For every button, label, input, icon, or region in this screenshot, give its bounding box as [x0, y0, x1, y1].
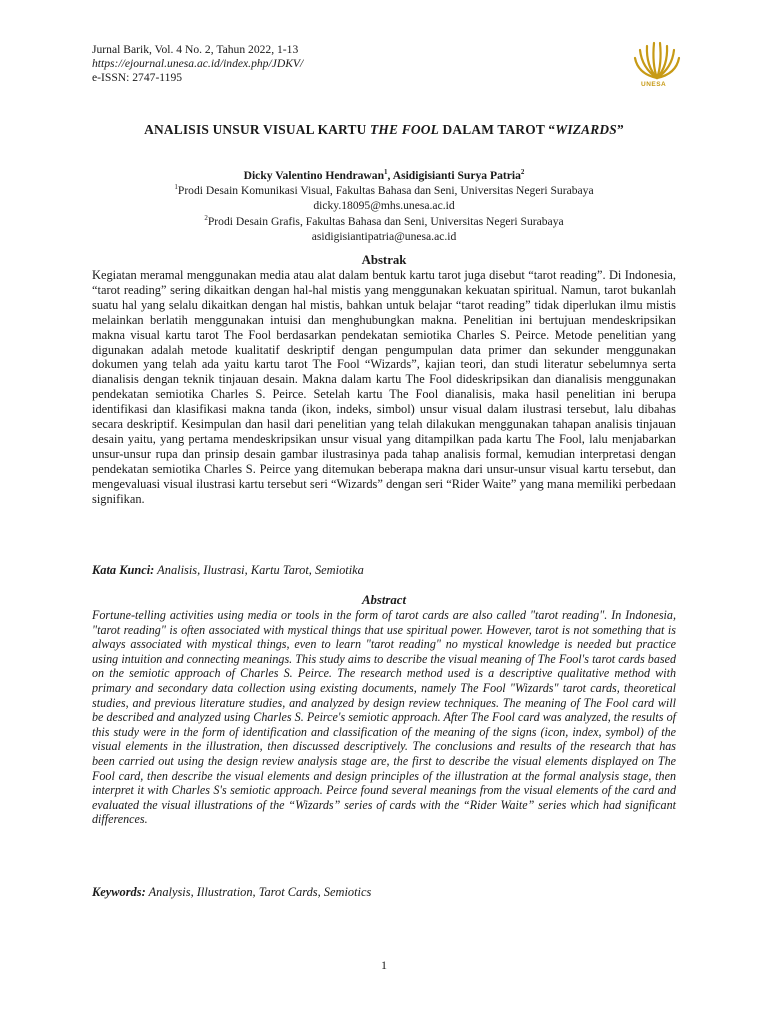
author-block: [0, 168, 768, 244]
journal-issn: e-ISSN: 2747-1195: [92, 71, 183, 84]
affiliation-1: $^1$Prodi Desain Komunikasi Visual, Fakultas Bahasa dan Seni, Universitas Negeri Surabaya: [174, 183, 594, 198]
journal-header: [92, 43, 303, 85]
abstrak-heading: Abstrak: [361, 253, 407, 267]
logo-wordmark: UNESA: [641, 81, 667, 88]
abstract-heading: Abstract: [361, 593, 407, 607]
keywords: Keywords: Analysis, Illustration, Tarot Cards, Semiotics: [92, 885, 372, 899]
page-number: 1: [381, 958, 387, 972]
paper-title: ANALISIS UNSUR VISUAL KARTU THE FOOL DALAM TAROT “WIZARDS”: [144, 122, 624, 137]
affiliation-2: $^2$Prodi Desain Grafis, Fakultas Bahasa dan Seni, Universitas Negeri Surabaya: [204, 213, 564, 228]
abstrak-text: Kegiatan meramal menggunakan media atau alat dalam bentuk kartu tarot juga disebut “tarot reading”. Di Indonesia, “tarot reading” sering dikaitkan dengan hal-hal mistis yang menggunakan kekuatan spiritual. Namun, tarot bukanlah suatu hal yang selalu dikaitkan dengan hal mistis, bahkan untuk belajar “tarot reading” tidak diperlukan ilmu mistis melainkan berlatih menggunakan intuisi dan menghubungkan makna. Penelitian ini bertujuan mendeskripsikan makna visual kartu tarot The Fool berdasarkan pendekatan semiotika Charles S. Peirce. Metode penelitian yang digunakan adalah metode kualitatif deskriptif dengan pengumpulan data primer dan sekunder menggunakan dokumen yang telah ada yaitu kartu tarot The Fool “Wizards”, kajian teori, dan studi literatur sebelumnya serta dianalisis dengan teknik tinjauan desain. Makna dalam kartu The Fool dideskripsikan dan dianalisis menggunakan pendekatan semiotika Charles S. Peirce. Setelah kartu The Fool dianalisis, maka hasil penelitian ini berupa identifikasi dan klasifikasi makna tanda (ikon, indeks, simbol) unsur visual dalam ilustrasi tersebut, lalu dibahas secara deskriptif. Kesimpulan dan hasil dari penelitian yang telah dilakukan menggunakan tahapan analisis tinjauan desain yaitu, yang pertama mendeskripsikan unsur visual yang ditampilkan pada kartu The Fool, lalu menjabarkan unsur-unsur rupa dan prinsip desain gambar ilustrasinya pada tahap analisis formal, kemudian interpretasi dengan pendekatan semiotika Charles S. Peirce yang ditemukan beberapa makna dari unsur-unsur visual kartu tersebut, dan mengevaluasi visual ilustrasi kartu tersebut seri “Wizards” dengan seri “Rider Waite” yang mana memiliki perbedaan signifikan.: [92, 268, 676, 506]
journal-url[interactable]: https://ejournal.unesa.ac.id/index.php/JDKV/: [92, 57, 304, 70]
journal-citation: Jurnal Barik, Vol. 4 No. 2, Tahun 2022, 1-13: [92, 43, 299, 56]
email-2[interactable]: asidigisiantipatria@unesa.ac.id: [311, 229, 457, 243]
email-1[interactable]: dicky.18095@mhs.unesa.ac.id: [313, 199, 455, 213]
abstract-text: Fortune-telling activities using media or tools in the form of tarot cards are also called "tarot reading". In Indonesia, "tarot reading" is often associated with mystical things that use spiritual power. However, tarot is not something that is always associated with mystical things, even to learn "tarot reading" no mystical knowledge is needed but practice using intuition and connecting meanings. This study aims to describe the visual meaning of The Fool's tarot cards based on the semiotic approach of Charles S. Peirce. The research method used is a descriptive qualitative method with primary and secondary data collection using existing documents, namely The Fool "Wizards" tarot cards, theoretical studies, and previous literature studies, and analyzed by design review techniques. The meaning of The Fool card will be described and analyzed using Charles S. Peirce's semiotic approach. After The Fool card was analyzed, the results of this study were in the form of identification and classification of the meaning of the signs (icon, index, symbol) of the visual elements in the illustration, then discussed descriptively. The conclusions and results of the research that has been carried out using the design review analysis stage are, the first to describe the visual elements displayed on The Fool card, then describe the visual elements and design principles of the illustration at the formal analysis stage, then interpret it with Charles S's semiotic approach. Peirce found several meanings from the visual elements of the card and evaluated the visual illustrations of the “Wizards” series of cards with the “Rider Waite” series which had significant differences.: [92, 608, 676, 827]
author-names: Dicky Valentino Hendrawan$^1$, Asidigisianti Surya Patria$^2$: [243, 168, 525, 182]
kata-kunci: Kata Kunci: Analisis, Ilustrasi, Kartu Tarot, Semiotika: [92, 563, 364, 577]
